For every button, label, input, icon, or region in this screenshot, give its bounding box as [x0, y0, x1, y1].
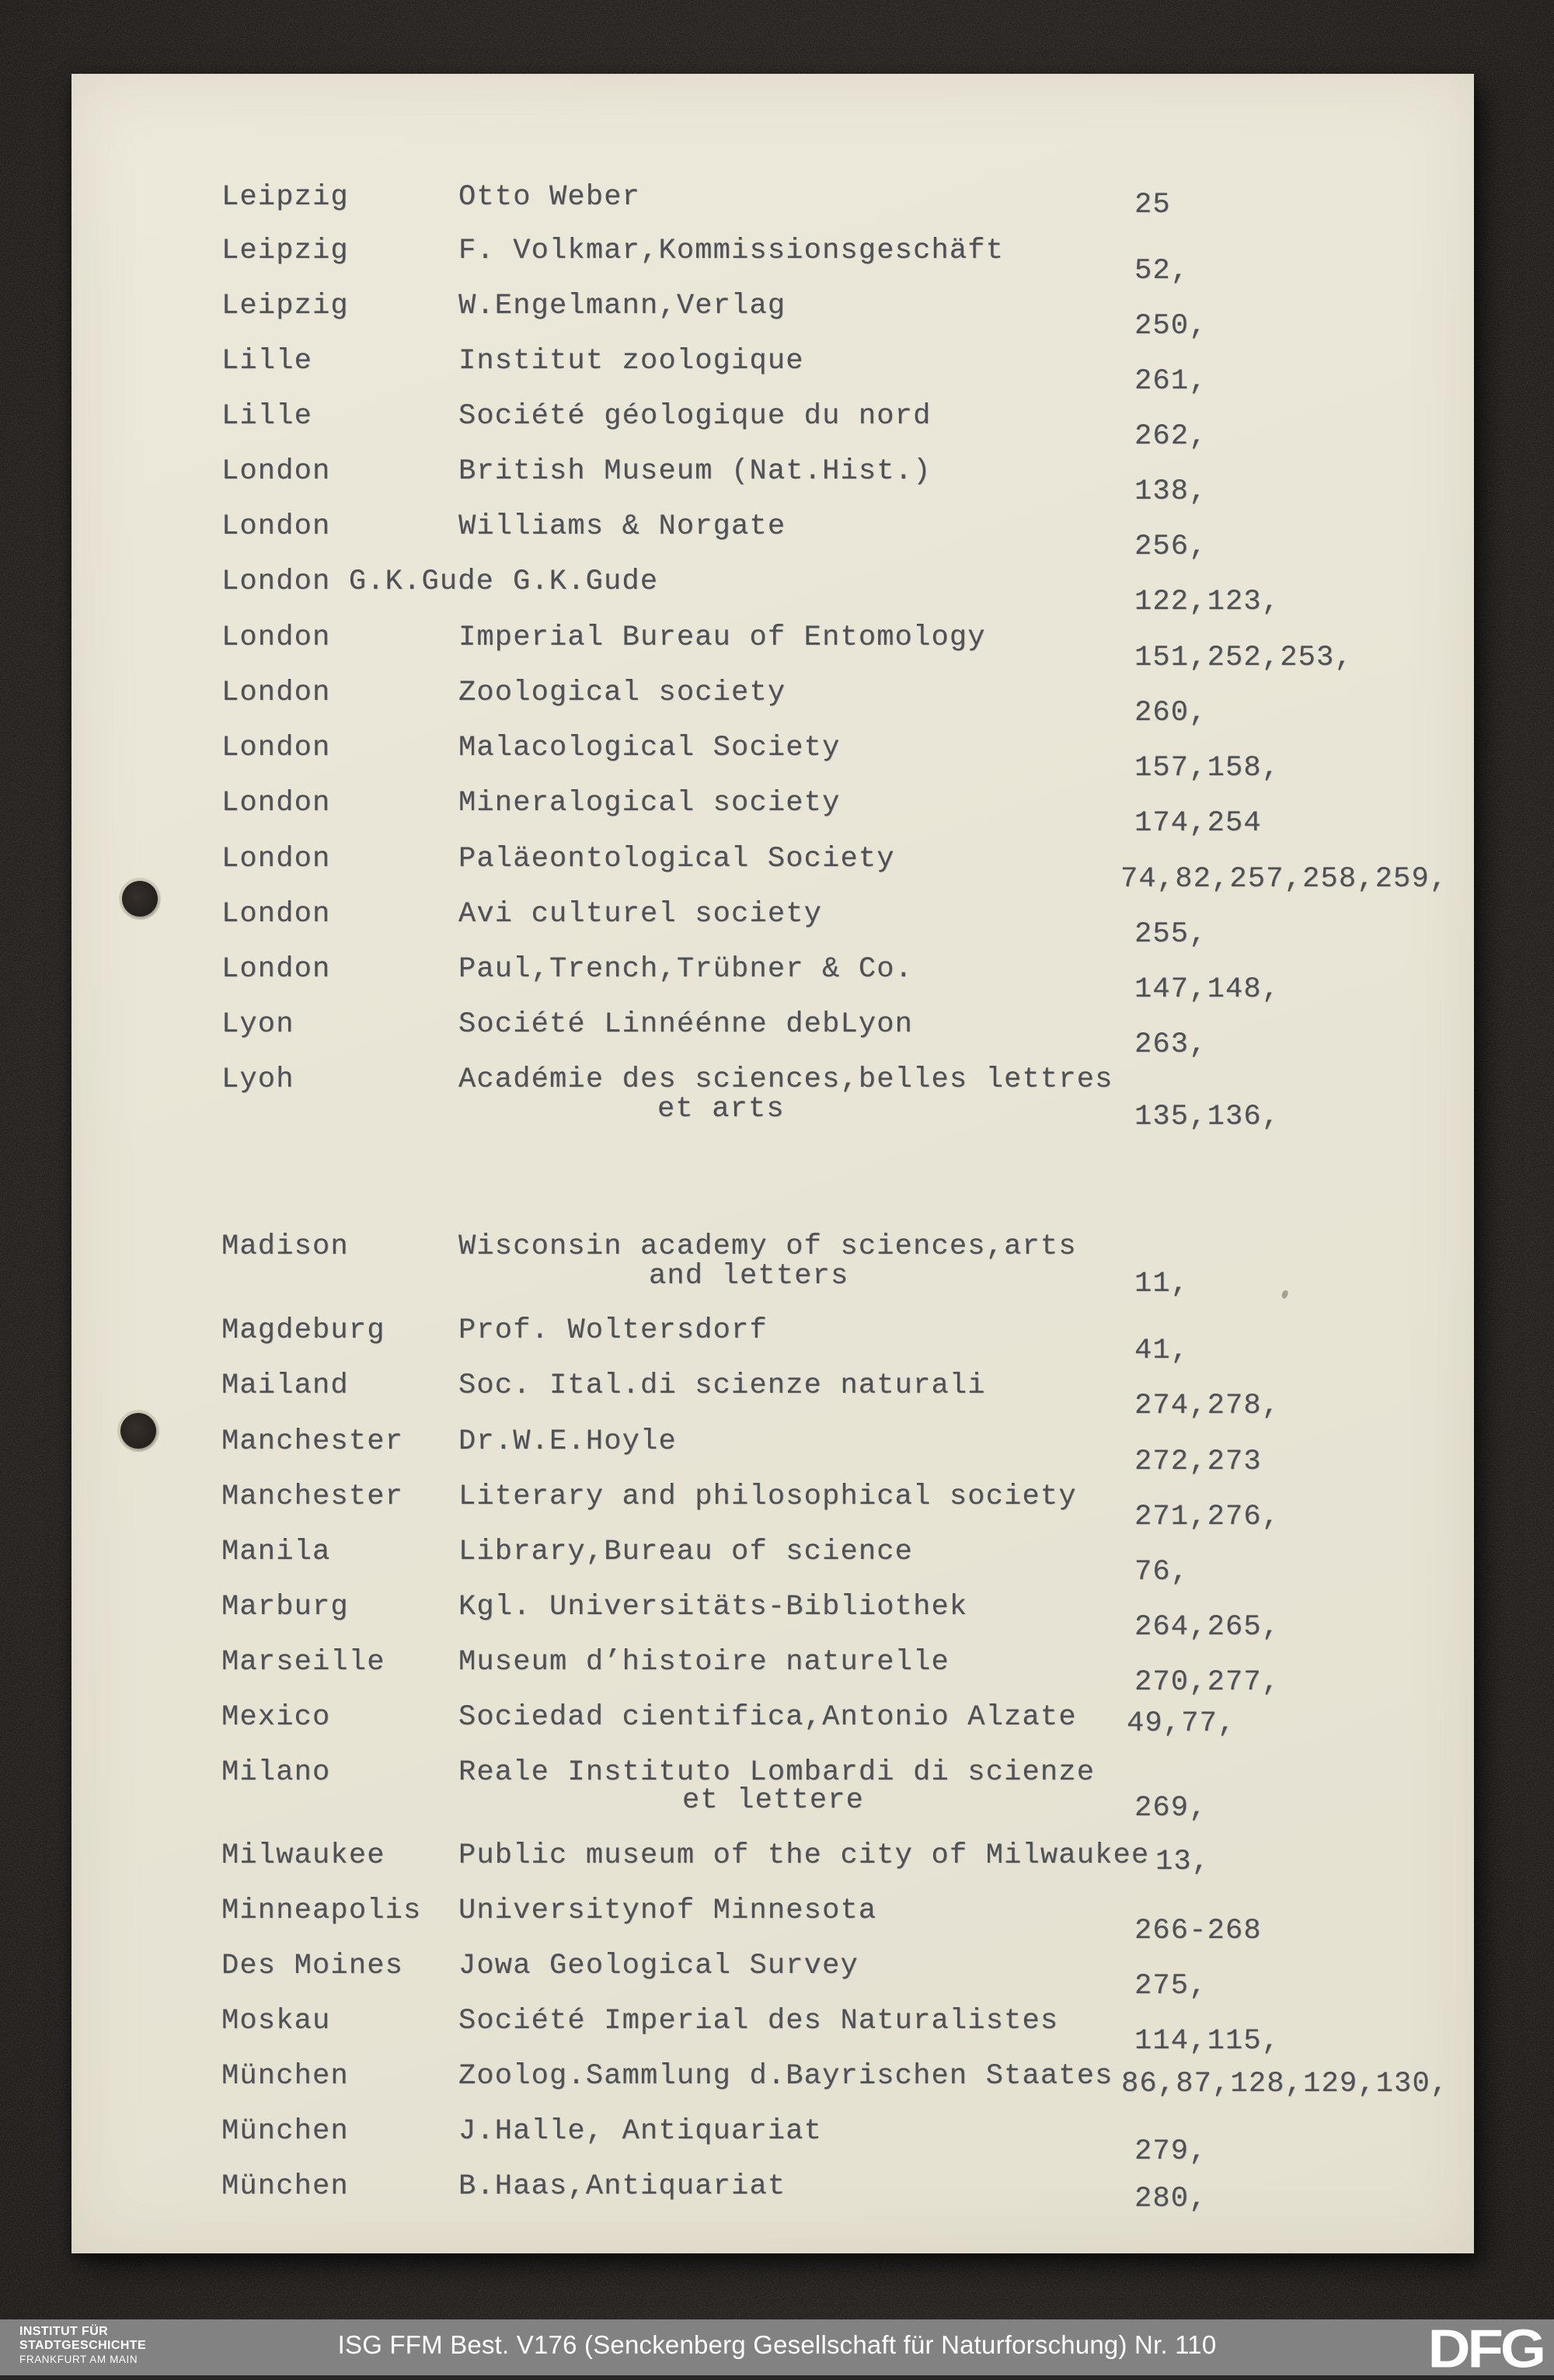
pages-cell: 262, — [1134, 420, 1207, 453]
hole-punch-bottom — [120, 1413, 156, 1449]
pages-cell: 269, — [1134, 1792, 1207, 1825]
city-cell: Magdeburg — [221, 1314, 385, 1347]
institution-cell: Williams & Norgate — [458, 510, 786, 543]
city-cell: Leipzig — [221, 181, 349, 214]
city-cell: Manchester — [221, 1425, 404, 1458]
pages-cell: 76, — [1134, 1556, 1190, 1588]
pages-cell: 272,273 — [1134, 1446, 1262, 1478]
city-cell: Lyon — [221, 1008, 294, 1041]
institution-cell: Kgl. Universitäts-Bibliothek — [458, 1591, 968, 1623]
pages-cell: 122,123, — [1134, 586, 1280, 618]
city-cell: London — [221, 510, 331, 543]
city-cell: London — [221, 843, 331, 875]
institution-cell: Société Linnéénne debLyon — [458, 1008, 914, 1041]
city-cell: London — [221, 898, 331, 931]
pages-cell: 74,82,257,258,259, — [1120, 863, 1448, 896]
institution-cell: British Museum (Nat.Hist.) — [458, 455, 932, 488]
pages-cell: 151,252,253, — [1134, 642, 1353, 674]
pages-cell: 280, — [1134, 2183, 1207, 2215]
institution-cell: Zoolog.Sammlung d.Bayrischen Staates — [458, 2060, 1113, 2093]
institution-cell: Société Imperial des Naturalistes — [458, 2005, 1059, 2037]
pages-cell: 135,136, — [1134, 1101, 1280, 1133]
pages-cell: 41, — [1134, 1334, 1190, 1367]
pages-cell: 157,158, — [1134, 752, 1280, 785]
city-cell: Minneapolis — [221, 1895, 422, 1927]
institution-cell: Mineralogical society — [458, 787, 841, 819]
city-cell: Madison — [221, 1230, 349, 1263]
city-cell: London — [221, 621, 331, 654]
institution-cell-line2: and letters — [649, 1260, 849, 1293]
city-cell: Manchester — [221, 1481, 404, 1513]
dfg-logo: DFG — [1427, 2318, 1543, 2380]
pages-cell: 271,276, — [1134, 1501, 1280, 1533]
pages-cell: 86,87,128,129,130, — [1121, 2068, 1449, 2100]
city-cell: London G.K.Gude — [221, 565, 495, 598]
institution-cell: Malacological Society — [458, 732, 841, 764]
institution-cell: Institut zoologique — [458, 345, 804, 378]
institution-cell: Universitynof Minnesota — [458, 1895, 877, 1927]
institution-cell: Zoological society — [458, 677, 786, 709]
pages-cell: 256, — [1134, 531, 1207, 563]
footer-bar — [0, 2318, 1554, 2380]
institution-cell: J.Halle, Antiquariat — [458, 2115, 823, 2148]
pages-cell: 13, — [1155, 1846, 1211, 1878]
institution-cell-line2: et lettere — [682, 1784, 865, 1817]
institution-cell: Paul,Trench,Trübner & Co. — [458, 953, 914, 986]
pages-cell: 255, — [1134, 918, 1207, 951]
city-cell: London — [221, 732, 331, 764]
pages-cell: 52, — [1134, 255, 1190, 287]
institution-cell: Paläeontological Society — [458, 843, 895, 875]
institute-line-3: FRANKFURT AM MAIN — [19, 2354, 138, 2365]
city-cell: Manila — [221, 1536, 331, 1568]
pages-cell: 49,77, — [1127, 1707, 1236, 1740]
document-page — [71, 74, 1474, 2253]
institution-cell: Soc. Ital.di scienze naturali — [458, 1369, 986, 1402]
institute-line-2: STADTGESCHICHTE — [19, 2339, 147, 2352]
pages-cell: 11, — [1134, 1268, 1190, 1300]
pages-cell: 264,265, — [1134, 1611, 1280, 1644]
pages-cell: 174,254 — [1134, 807, 1262, 840]
institution-cell: Reale Instituto Lombardi di scienze — [458, 1756, 1096, 1789]
institution-cell: Avi culturel society — [458, 898, 823, 931]
city-cell: Leipzig — [221, 290, 349, 322]
institution-cell: Wisconsin academy of sciences,arts — [458, 1230, 1077, 1263]
institution-cell: Académie des sciences,belles lettres — [458, 1063, 1113, 1096]
city-cell: Marburg — [221, 1591, 349, 1623]
city-cell: Milwaukee — [221, 1839, 385, 1872]
institution-cell: Imperial Bureau of Entomology — [458, 621, 986, 654]
city-cell: Milano — [221, 1756, 331, 1789]
pages-cell: 147,148, — [1134, 973, 1280, 1006]
pages-cell: 114,115, — [1134, 2025, 1280, 2058]
pages-cell: 263, — [1134, 1028, 1207, 1061]
institution-cell: G.K.Gude — [513, 565, 659, 598]
city-cell: Leipzig — [221, 235, 349, 267]
institution-cell: Dr.W.E.Hoyle — [458, 1425, 677, 1458]
hole-punch-top — [122, 881, 158, 917]
city-cell: München — [221, 2170, 349, 2203]
pages-cell: 261, — [1134, 365, 1207, 398]
city-cell: Mailand — [221, 1369, 349, 1402]
city-cell: Lille — [221, 400, 313, 433]
institute-line-1: INSTITUT FÜR — [19, 2325, 109, 2338]
city-cell: Lyoh — [221, 1063, 294, 1096]
ink-speck — [1280, 1289, 1288, 1300]
institution-cell: Library,Bureau of science — [458, 1536, 914, 1568]
pages-cell: 250, — [1134, 310, 1207, 343]
pages-cell: 275, — [1134, 1970, 1207, 2002]
pages-cell: 25 — [1134, 189, 1171, 221]
city-cell: Marseille — [221, 1646, 385, 1679]
pages-cell: 266-268 — [1134, 1915, 1262, 1947]
institution-cell: Museum d’histoire naturelle — [458, 1646, 949, 1679]
pages-cell: 274,278, — [1134, 1390, 1280, 1422]
institution-cell: Sociedad cientifica,Antonio Alzate — [458, 1701, 1077, 1734]
institution-cell: Société géologique du nord — [458, 400, 932, 433]
institution-cell: F. Volkmar,Kommissionsgeschäft — [458, 235, 1005, 267]
city-cell: London — [221, 455, 331, 488]
archive-reference: ISG FFM Best. V176 (Senckenberg Gesellschaft für Naturforschung) Nr. 110 — [337, 2330, 1217, 2359]
city-cell: Moskau — [221, 2005, 331, 2037]
city-cell: Mexico — [221, 1701, 331, 1734]
city-cell: Des Moines — [221, 1950, 404, 1982]
pages-cell: 270,277, — [1134, 1666, 1280, 1699]
institution-cell: Public museum of the city of Milwaukee — [458, 1839, 1150, 1872]
city-cell: München — [221, 2115, 349, 2148]
city-cell: London — [221, 953, 331, 986]
institution-cell: Jowa Geological Survey — [458, 1950, 859, 1982]
institution-cell: W.Engelmann,Verlag — [458, 290, 786, 322]
pages-cell: 279, — [1134, 2135, 1207, 2168]
institution-cell: Literary and philosophical society — [458, 1481, 1077, 1513]
pages-cell: 260, — [1134, 697, 1207, 729]
institution-cell-line2: et arts — [657, 1093, 785, 1126]
institution-cell: Prof. Woltersdorf — [458, 1314, 768, 1347]
institution-cell: B.Haas,Antiquariat — [458, 2170, 786, 2203]
city-cell: London — [221, 677, 331, 709]
pages-cell: 138, — [1134, 475, 1207, 508]
city-cell: London — [221, 787, 331, 819]
institution-cell: Otto Weber — [458, 181, 641, 214]
city-cell: München — [221, 2060, 349, 2093]
city-cell: Lille — [221, 345, 313, 378]
